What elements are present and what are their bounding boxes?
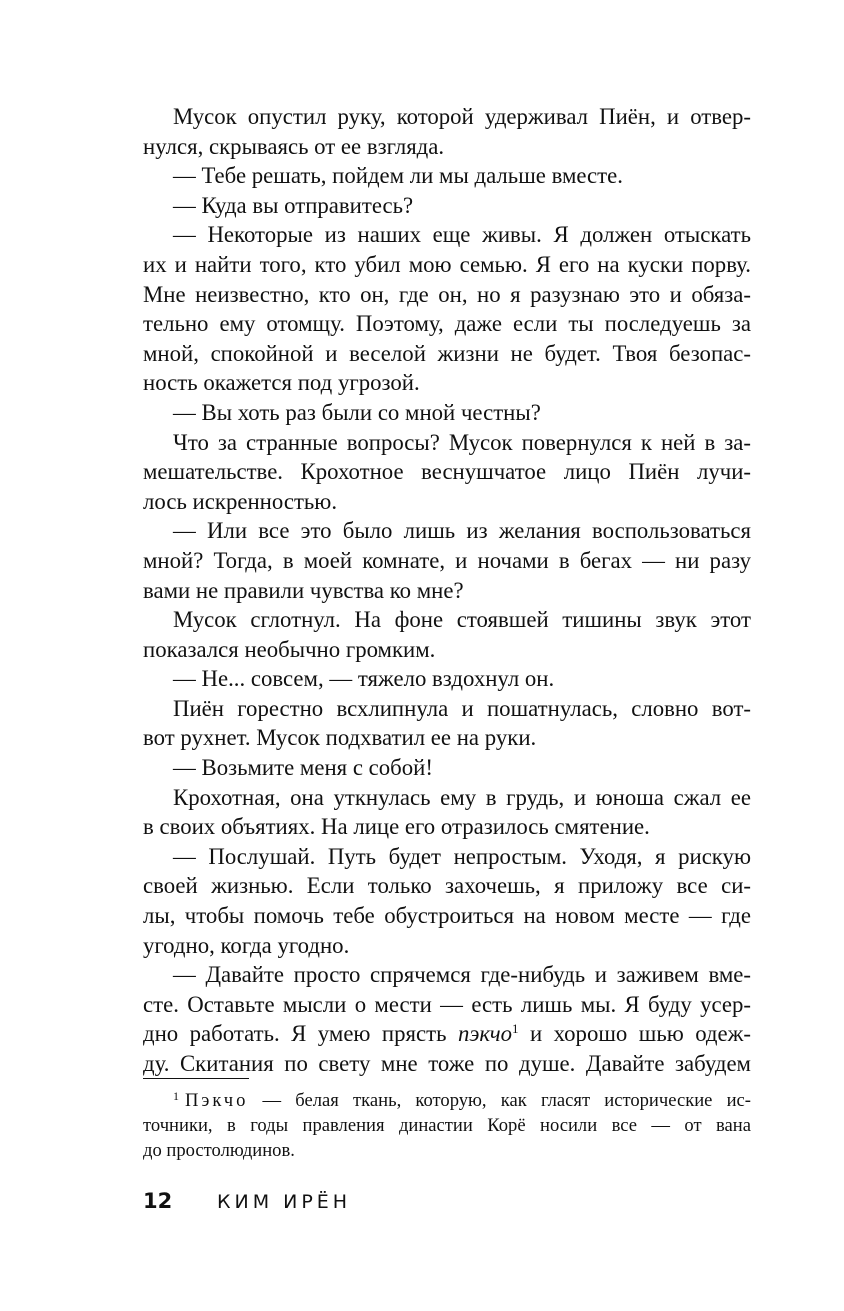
text-line: мешательстве. Крохотное веснушчатое лицо Пиён лучи- [143, 459, 751, 485]
text-line: Крохотная, она уткнулась ему в грудь, и юноша сжал ее [173, 784, 751, 810]
text-line: Пиён горестно всхлипнула и пошатнулась, словно вот- [173, 695, 751, 721]
text-line: их и найти того, кто убил мою семью. Я его на куски порву. [143, 251, 751, 277]
text-line: Мусок сглотнул. На фоне стоявшей тишины звук этот [173, 607, 751, 633]
text-line: ду. Скитания по свету мне тоже по душе. Давайте забудем [143, 1051, 751, 1076]
text-line: лы, чтобы помочь тебе обустроиться на новом месте — где [143, 903, 751, 929]
page-footer [143, 1186, 351, 1216]
footnote-term: Пэкчо [185, 1090, 249, 1111]
text-line: сте. Оставьте мысли о мести — есть лишь мы. Я буду усер- [143, 991, 751, 1017]
text-line-with-footnote-ref [143, 1019, 751, 1049]
text-line: мной, спокойной и веселой жизни не будет. Твоя безопас- [143, 340, 751, 366]
text-line: нулся, скрываясь от ее взгляда. [143, 133, 445, 159]
italic-term: пэкчо [457, 1021, 513, 1047]
text-line: — Некоторые из наших еще живы. Я должен отыскать [173, 222, 751, 248]
text-line: угодно, когда угодно. [143, 932, 350, 958]
text-line: тельно ему отомщу. Поэтому, даже если ты последуешь за [143, 311, 751, 337]
text-line: лось искренностью. [143, 488, 338, 514]
text-line: в своих объятиях. На лице его отразилось смятение. [143, 814, 650, 840]
text-line: мной? Тогда, в моей комнате, и ночами в бегах — ни разу [143, 547, 751, 573]
footnote-text: — белая ткань, которую, как гласят исторические ис- [248, 1090, 751, 1111]
footnote-divider [143, 1078, 249, 1079]
text-line: показался необычно громким. [143, 636, 436, 662]
text-line: вот рухнет. Мусок подхватил ее на руки. [143, 725, 537, 751]
footnote-line [143, 1088, 751, 1113]
text-line: Мусок опустил руку, которой удерживал Пиён, и отвер- [173, 104, 751, 129]
page-number: 12 [143, 1189, 173, 1213]
text-line: ность окажется под угрозой. [143, 370, 420, 396]
text-line: — Возьмите меня с собой! [173, 755, 433, 781]
text-line: своей жизнью. Если только захочешь, я приложу все си- [143, 873, 751, 899]
text-line: — Куда вы отправитесь? [173, 192, 414, 218]
running-title: КИМ ИРЁН [217, 1191, 352, 1213]
text-line: — Вы хоть раз были со мной честны? [173, 399, 541, 425]
text-line: — Не... совсем, — тяжело вздохнул он. [173, 666, 555, 692]
text-line: — Или все это было лишь из желания воспользоваться [173, 518, 751, 544]
text-line: — Тебе решать, пойдем ли мы дальше вместе. [173, 163, 623, 189]
footnote-line: до простолюдинов. [143, 1140, 295, 1161]
footnote [143, 1088, 751, 1163]
body-text [143, 102, 751, 1079]
footnote-reference[interactable]: 1 [512, 1021, 519, 1037]
text-line: вами не правили чувства ко мне? [143, 577, 464, 603]
text-line: — Послушай. Путь будет непростым. Уходя, я рискую [173, 843, 751, 869]
footnote-number: 1 [173, 1089, 179, 1103]
text-segment: дно работать. Я умею прясть [143, 1021, 447, 1047]
text-line: Что за странные вопросы? Мусок повернулся к ней в за- [173, 429, 751, 455]
text-line: Мне неизвестно, кто он, где он, но я разузнаю это и обяза- [143, 281, 751, 307]
text-line: — Давайте просто спрячемся где-нибудь и заживем вме- [173, 962, 751, 988]
footnote-line: точники, в годы правления династии Корё носили все — от вана [143, 1115, 751, 1136]
text-segment: и хорошо шью одеж- [529, 1021, 751, 1047]
